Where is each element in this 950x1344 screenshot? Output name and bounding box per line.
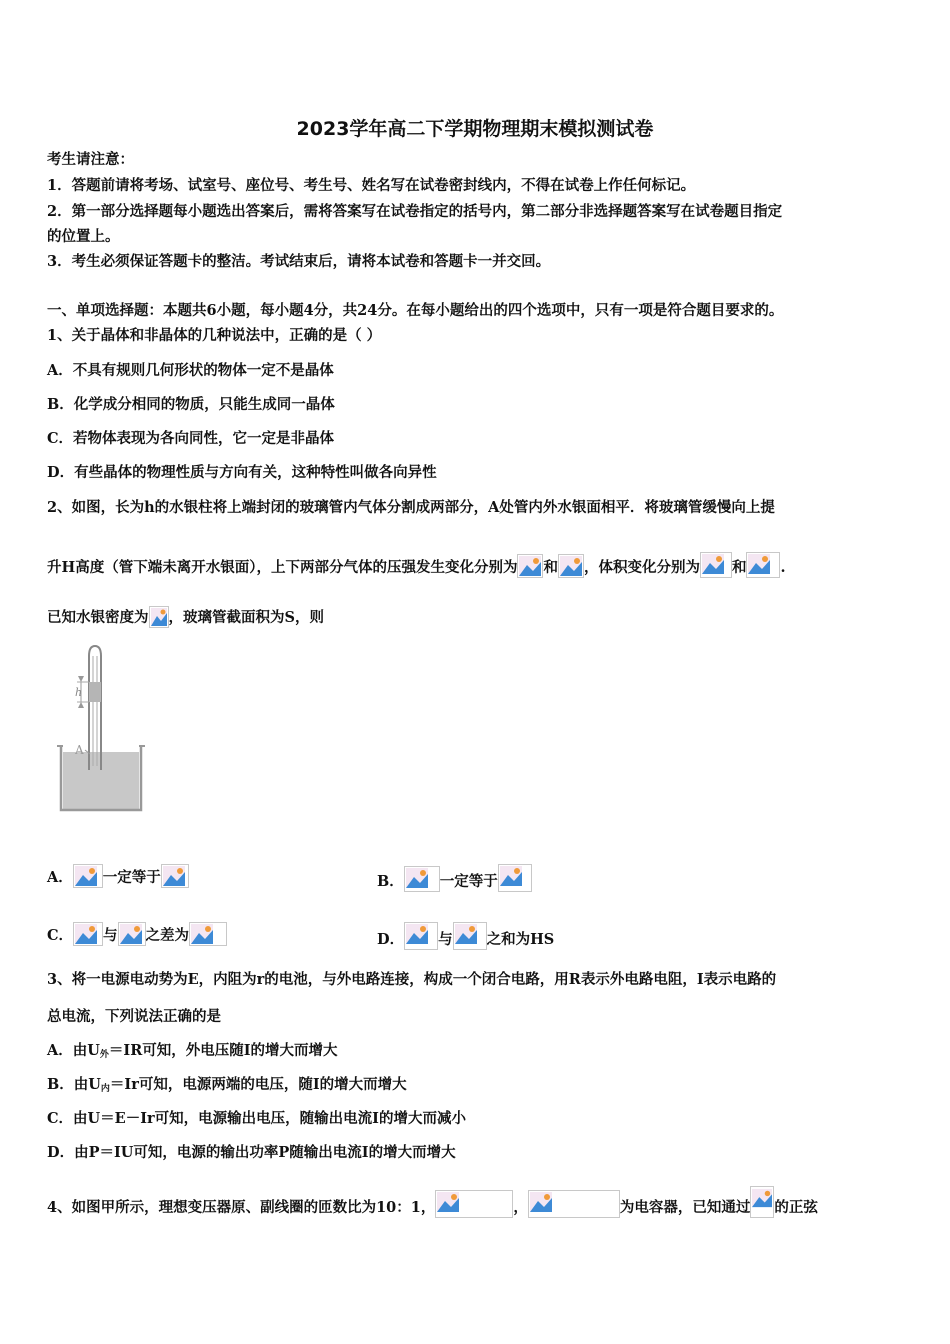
formula-image-icon (700, 552, 732, 578)
q1-option-a: A．不具有规则几何形状的物体一定不是晶体 (47, 362, 334, 379)
formula-image-icon (558, 554, 584, 578)
q3-option-a: A．由$U_外=IR$可知，外电压随I的增大而增大 (47, 1042, 338, 1060)
q2-stem-line2: 升H高度（管下端未离开水银面），上下两部分气体的压强发生变化分别为 和 ，体积变化分别为 和 . (47, 552, 786, 578)
q4-stem-line1: 4、如图甲所示，理想变压器原、副线圈的匝数比为10：1， ， 为电容器，已知通过 的正弦 (47, 1186, 818, 1218)
q2-option-c: C． 与 之差为 (47, 922, 227, 946)
formula-image-icon (404, 866, 440, 892)
q1-option-b: B．化学成分相同的物质，只能生成同一晶体 (47, 396, 335, 413)
label-h: h (75, 686, 83, 699)
notice-heading: 考生请注意： (47, 151, 134, 168)
label-a: A (75, 743, 84, 757)
formula-image-icon (189, 922, 227, 946)
formula-image-icon (750, 1186, 774, 1218)
q1-stem: 1、关于晶体和非晶体的几种说法中，正确的是（ ） (47, 327, 382, 344)
formula-image-icon (517, 554, 543, 578)
notice-item-3: 3．考生必须保证答题卡的整洁。考试结束后，请将本试卷和答题卡一并交回。 (47, 253, 551, 270)
section-heading: 一、单项选择题：本题共6小题，每小题4分，共24分。在每小题给出的四个选项中，只有一项是符合题目要求的。 (47, 302, 784, 319)
page-title: 2023学年高二下学期物理期末模拟测试卷 (296, 118, 654, 140)
q3-option-d: D．由P＝IU可知，电源的输出功率P随输出电流I的增大而增大 (47, 1144, 456, 1161)
formula-image-icon (453, 922, 487, 950)
tube-diagram (55, 642, 150, 814)
formula-image-icon (528, 1190, 620, 1218)
q3-option-b: B．由$U_内=Ir$可知，电源两端的电压，随I的增大而增大 (47, 1076, 407, 1094)
q3-stem-line2: 总电流，下列说法正确的是 (47, 1008, 221, 1025)
notice-item-2-cont: 的位置上。 (47, 228, 120, 245)
formula-image-icon (435, 1190, 513, 1218)
formula-image-icon (498, 864, 532, 892)
formula-image-icon (73, 922, 103, 946)
notice-item-2: 2．第一部分选择题每小题选出答案后，需将答案写在试卷指定的括号内，第二部分非选择题答案写在试卷题目指定 (47, 203, 783, 220)
q2-stem-line3: 已知水银密度为 ，玻璃管截面积为S，则 (47, 606, 324, 628)
formula-image-icon (149, 606, 169, 628)
q2-stem-line1: 2、如图，长为h的水银柱将上端封闭的玻璃管内气体分割成两部分，A处管内外水银面相平．将玻璃管缓慢向上提 (47, 499, 775, 516)
formula-image-icon (404, 922, 438, 950)
formula-image-icon (73, 864, 103, 888)
q3-stem-line1: 3、将一电源电动势为E，内阻为r的电池，与外电路连接，构成一个闭合电路，用R表示外电路电阻，I表示电路的 (47, 971, 777, 988)
formula-image-icon (118, 922, 146, 946)
formula-image-icon (161, 864, 189, 888)
q2-option-b: B． 一定等于 (377, 864, 532, 892)
q2-option-d: D． 与 之和为HS (377, 922, 554, 950)
formula-image-icon (746, 552, 780, 578)
q3-option-c: C．由U＝E－Ir可知，电源输出电压，随输出电流I的增大而减小 (47, 1110, 466, 1127)
q1-option-c: C．若物体表现为各向同性，它一定是非晶体 (47, 430, 335, 447)
q1-option-d: D．有些晶体的物理性质与方向有关，这种特性叫做各向异性 (47, 464, 437, 481)
notice-item-1: 1．答题前请将考场、试室号、座位号、考生号、姓名写在试卷密封线内，不得在试卷上作任何标记。 (47, 177, 696, 194)
q2-option-a: A． 一定等于 (47, 864, 189, 888)
